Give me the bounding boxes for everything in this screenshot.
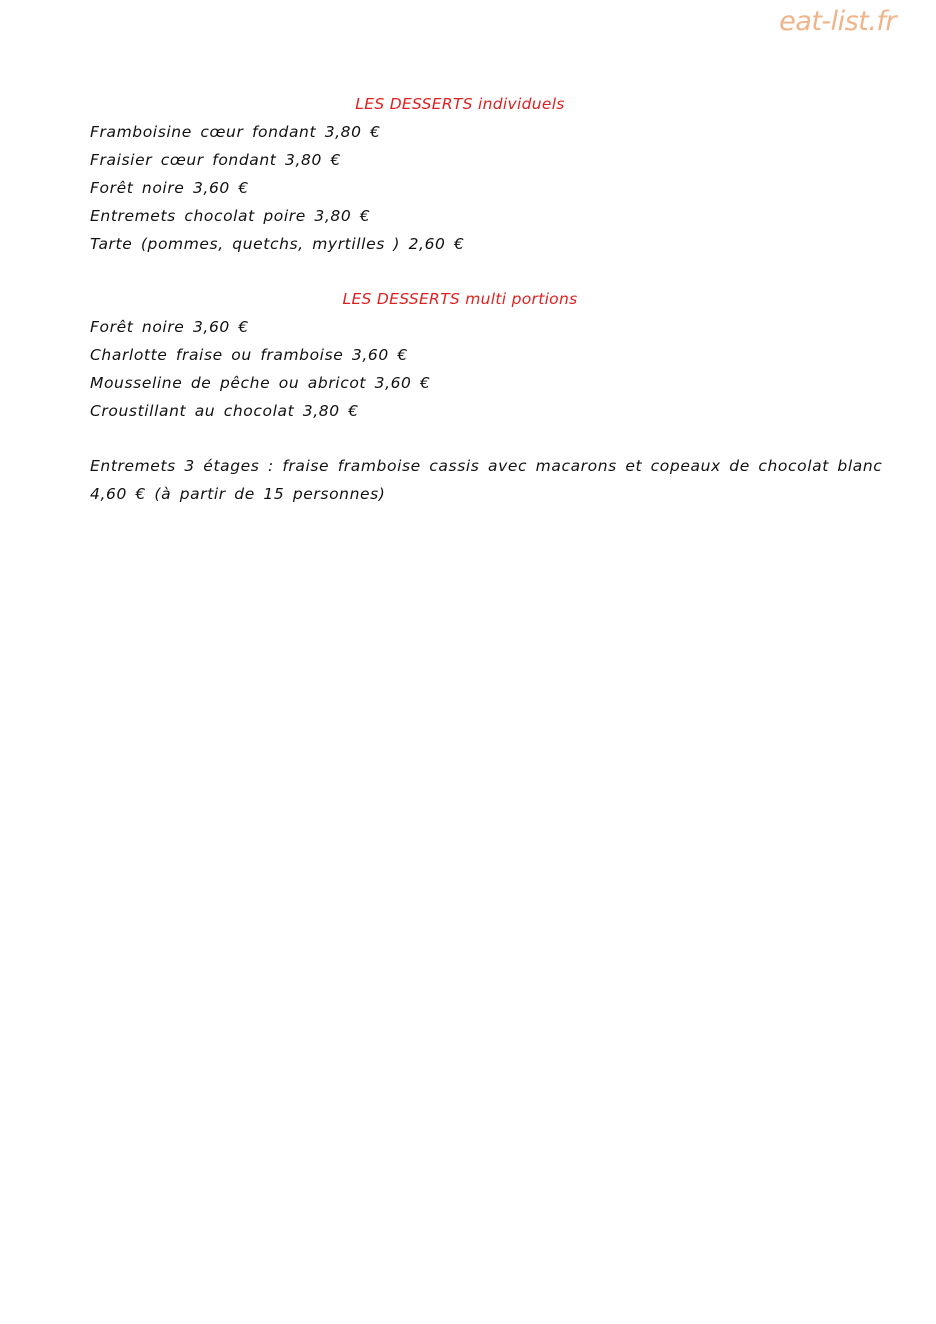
note-line-2: 4,60 € (à partir de 15 personnes) <box>90 485 386 503</box>
menu-item: Tarte (pommes, quetchs, myrtilles ) 2,60 € <box>90 235 465 253</box>
section-individual-desserts <box>90 90 830 258</box>
watermark-logo: eat-list.fr <box>779 6 896 37</box>
menu-item: Charlotte fraise ou framboise 3,60 € <box>90 346 408 364</box>
menu-item: Forêt noire 3,60 € <box>90 179 249 197</box>
menu-item: Mousseline de pêche ou abricot 3,60 € <box>90 374 431 392</box>
menu-item: Entremets chocolat poire 3,80 € <box>90 207 371 225</box>
layered-cake-note <box>90 452 883 508</box>
menu-content <box>90 90 883 508</box>
section-title: LES DESSERTS individuels <box>355 95 565 113</box>
menu-item: Framboisine cœur fondant 3,80 € <box>90 123 381 141</box>
section-multi-portion-desserts <box>90 285 830 425</box>
menu-item: Fraisier cœur fondant 3,80 € <box>90 151 341 169</box>
menu-item: Croustillant au chocolat 3,80 € <box>90 402 359 420</box>
note-line-1: Entremets 3 étages : fraise framboise cassis avec macarons et copeaux de chocolat blanc <box>90 457 883 475</box>
menu-item: Forêt noire 3,60 € <box>90 318 249 336</box>
section-title: LES DESSERTS multi portions <box>342 290 578 308</box>
